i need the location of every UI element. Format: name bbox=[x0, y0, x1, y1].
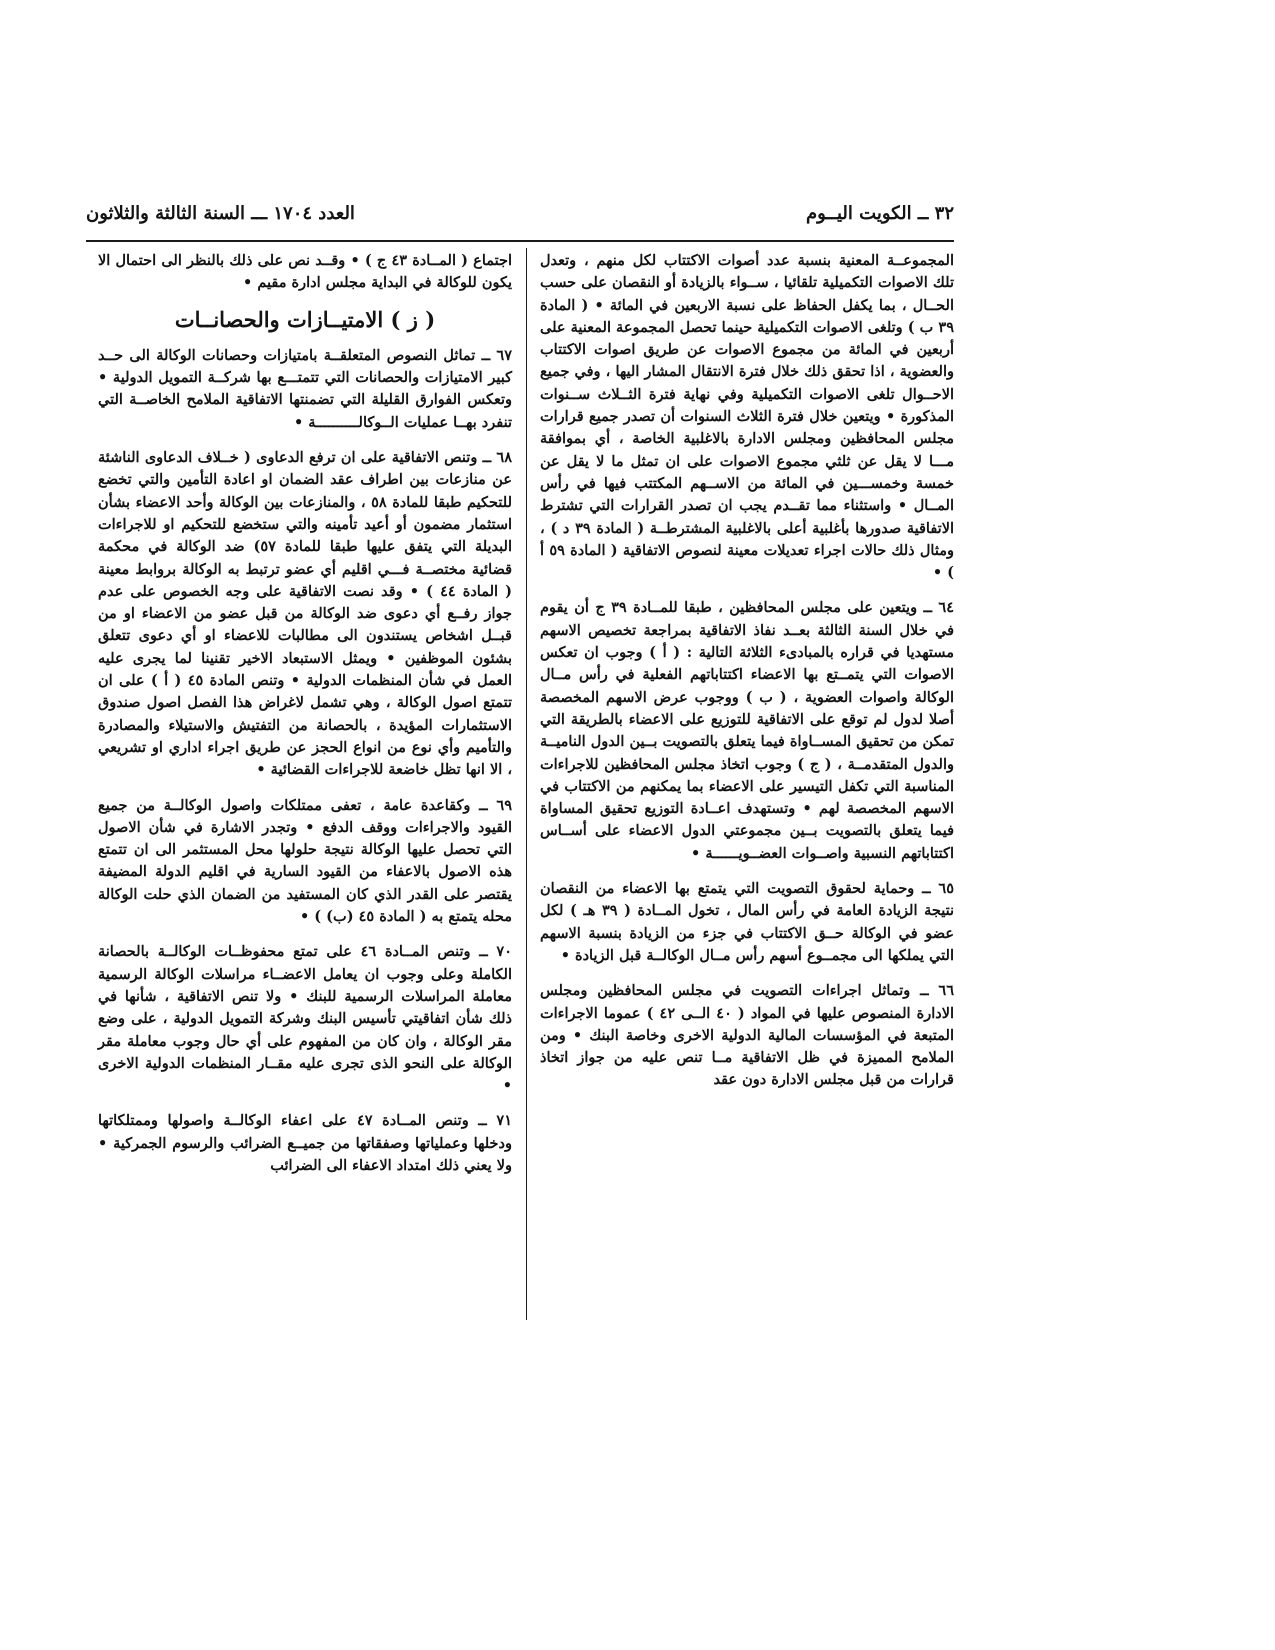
right-column bbox=[540, 250, 954, 1105]
section-heading: ( ز ) الامتيــازات والحصانــات bbox=[174, 306, 436, 332]
paragraph-70: ٧٠ ــ وتنص المــادة ٤٦ على تمتع محفوظــات الوكالــة بالحصانة الكاملة وعلى وجوب ان يعامل الاعضــاء مراسلات الوكالة الرسمية معاملة المراسلات الرسمية للبنك • ولا تنص الاتفاقية ، شأنها في ذلك شأن اتفاقيتي تأسيس البنك وشركة التمويل الدولية ، على وضع مقر الوكالة ، وان كان من المفهوم على أي حال وجوب معاملة مقر الوكالة على النحو الذى تجرى عليه مقــار المنظمات الدولية الاخرى • bbox=[98, 943, 512, 1095]
paragraph-65: ٦٥ ــ وحماية لحقوق التصويت التي يتمتع بها الاعضاء من النقصان نتيجة الزيادة العامة في رأس المال ، تخول المــادة ( ٣٩ هـ ) لكل عضو في الوكالة حــق الاكتتاب في جزء من الزيادة بنسبة الاسهم التي يملكها الى مجمــوع أسهم رأس مــال الوكالــة قبل الزيادة • bbox=[540, 880, 954, 964]
paragraph-66: ٦٦ ــ وتماثل اجراءات التصويت في مجلس المحافظين ومجلس الادارة المنصوص عليها في المواد ( ٤٠ الــى ٤٢ ) عموما الاجراءات المتبعة في المؤسسات المالية الدولية الاخرى وخاصة البنك • ومن الملامح المميزة في ظل الاتفاقية مــا تنص عليه من جواز اتخاذ قرارات من قبل مجلس الادارة دون عقد bbox=[540, 982, 955, 1089]
issue-info: العدد ١٧٠٤ ـــ السنة الثالثة والثلاثون bbox=[86, 203, 355, 224]
column-divider bbox=[526, 248, 527, 1320]
page-header bbox=[86, 203, 954, 233]
paragraph-68: ٦٨ ــ وتنص الاتفاقية على ان ترفع الدعاوى ( خــلاف الدعاوى الناشئة عن منازعات بين اطراف عقد الضمان او اعادة التأمين والتي تخضع للتحكيم طبقا للمادة ٥٨ ، والمنازعات بين الوكالة وأحد الاعضاء بشأن استثمار مضمون أو أعيد تأمينه والتي ستخضع للتحكيم او للاجراءات البديلة التي يتفق عليها طبقا للمادة ٥٧) ضد الوكالة في محكمة قضائية مختصــة فـــي اقليم أي عضو ترتبط به الوكالة بروابط معينة ( المادة ٤٤ ) • وقد نصت الاتفاقية على وجه الخصوص على عدم جواز رفــع أي دعوى ضد الوكالة من قبل عضو من الاعضاء او من قبــل اشخاص يستندون الى مطالبات للاعضاء او أي دعوى تتعلق بشئون الموظفين • ويمثل الاستبعاد الاخير تقنينا لما يجرى عليه العمل في شأن المنظمات الدولية • وتنص المادة ٤٥ ( أ ) على ان تتمتع اصول الوكالة ، وهي تشمل لاغراض هذا الفصل اصول صندوق الاستثمارات المؤيدة ، بالحصانة من التفتيش والاستيلاء والمصادرة والتأميم وأي نوع من انواع الحجز عن طريق اجراء اداري او تشريعي ، الا انها تظل خاضعة للاجراءات القضائية • bbox=[98, 449, 513, 779]
page-number-and-title: ٣٢ ــ الكويت اليــوم bbox=[805, 203, 954, 224]
paragraph-67: ٦٧ ــ تماثل النصوص المتعلقــة بامتيازات وحصانات الوكالة الى حــد كبير الامتيازات والحصانات التي تتمتـــع بها شركــة التمويل الدولية • وتعكس الفوارق القليلة التي تضمنتها الاتفاقية الملامح الخاصــة التي تنفرد بهــا عمليات الــوكالــــــــــة • bbox=[98, 346, 512, 431]
header-rule bbox=[86, 240, 954, 242]
paragraph: المجموعــة المعنية بنسبة عدد أصوات الاكتتاب لكل منهم ، وتعدل تلك الاصوات التكميلية تلقائيا ، ســواء بالزيادة أو النقصان على حسب الحــال ، بما يكفل الحفاظ على نسبة الاربعين في المائة • ( المادة ٣٩ ب ) وتلغى الاصوات التكميلية حينما تحصل المجموعة المعنية على أربعين في المائة من مجموع الاصوات عن طريق اصوات الاكتتاب والعضوية ، اذا تحقق ذلك خلال فترة الانتقال المشار اليها ، وفي جميع الاحــوال تلغى الاصوات التكميلية وفي نهاية فترة الثــلاث ســنوات المذكورة • ويتعين خلال فترة الثلاث السنوات أن تصدر جميع قرارات مجلس المحافظين ومجلس الادارة بالاغلبية الخاصة ، أي بموافقة مـــا لا يقل عن ثلثي مجموع الاصوات على ان تمثل ما لا يقل عن خمسة وخمســـين في المائة من الاســهم المكتتب فيها في رأس المــال • واستثناء مما تقــدم يجب ان تصدر القرارات التي تشترط الاتفاقية صدورها بأغلبية أعلى بالاغلبية المشترطــة ( المادة ٣٩ د ) ، ومثال ذلك حالات اجراء تعديلات معينة لنصوص الاتفاقية ( المادة ٥٩ أ ) • bbox=[540, 252, 954, 582]
paragraph-71: ٧١ ــ وتنص المــادة ٤٧ على اعفاء الوكالــة واصولها وممتلكاتها ودخلها وعملياتها وصفقاتها من جميــع الضرائب والرسوم الجمركية • ولا يعني ذلك امتداد الاعفاء الى الضرائب bbox=[98, 1112, 512, 1174]
left-column bbox=[98, 250, 512, 1190]
paragraph-69: ٦٩ ــ وكقاعدة عامة ، تعفى ممتلكات واصول الوكالــة من جميع القيود والاجراءات ووقف الدفع • وتجدر الاشارة في شأن الاصول التي تحصل عليها الوكالة نتيجة حلولها محل المستثمر الى ان تتمتع هذه الاصول بالاعفاء من القيود السارية في اقليم الدولة المضيفة يقتصر على القدر الذي كان المستفيد من الضمان الذي حلت الوكالة محله يتمتع به ( المادة ٤٥ (ب) ) • bbox=[98, 796, 512, 926]
paragraph-intro: اجتماع ( المــادة ٤٣ ج ) • وقــد نص على ذلك بالنظر الى احتمال الا يكون للوكالة في البداية مجلس ادارة مقيم • bbox=[98, 252, 513, 292]
paragraph-64: ٦٤ ــ ويتعين على مجلس المحافظين ، طبقا للمــادة ٣٩ ج أن يقوم في خلال السنة الثالثة بعــد نفاذ الاتفاقية بمراجعة تخصيص الاسهم مستهديا في قراره بالمبادىء الثلاثة التالية : ( أ ) وجوب ان تعكس الاصوات التي يتمــتع بها الاعضاء اكتتاباتهم الفعلية في رأس مــال الوكالة واصوات العضوية ، ( ب ) ووجوب عرض الاسهم المخصصة أصلا لدول لم توقع على الاتفاقية للتوزيع على الاعضاء بالطريقة التي تمكن من تحقيق المســاواة فيما يتعلق بالتصويت بــين الدول الناميــة والدول المتقدمــة ، ( ج ) وجوب اتخاذ مجلس المحافظين للاجراءات المناسبة التي تكفل التيسير على الاعضاء بما يمكنهم من الاكتتاب في الاسهم المخصصة لهم • وتستهدف اعــادة التوزيع تحقيق المساواة فيما يتعلق بالتصويت بــين مجموعتي الدول الاعضاء على أســاس اكتتاباتهم النسبية واصــوات العضــويــــــة • bbox=[540, 599, 954, 862]
